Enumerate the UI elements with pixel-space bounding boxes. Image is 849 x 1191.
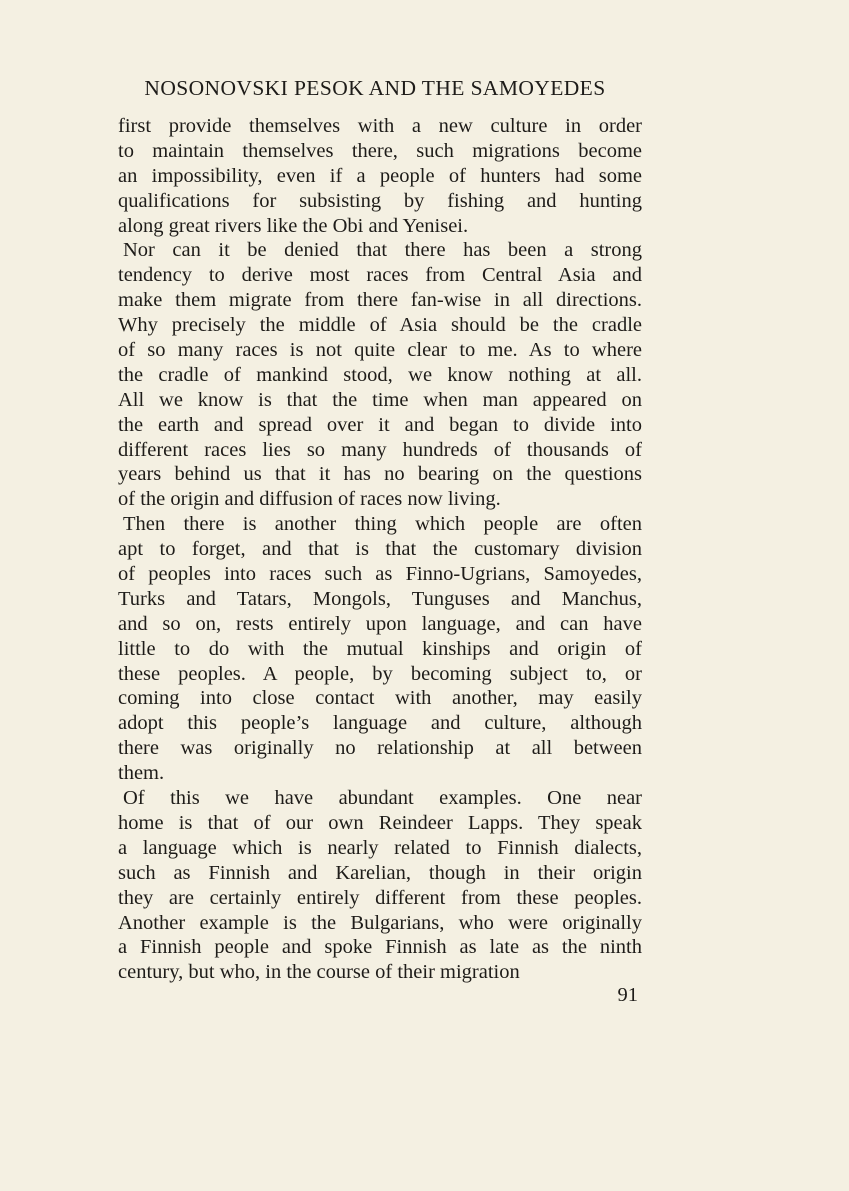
text-line: Nor can it be denied that there has been a strong [123, 239, 642, 262]
body-text [118, 114, 642, 985]
text-line: of peoples into races such as Finno-Ugrians, Samoyedes, [118, 563, 642, 586]
text-line: home is that of our own Reindeer Lapps. They speak [118, 811, 642, 834]
text-line: a language which is nearly related to Finnish dialects, [118, 836, 642, 859]
text-line: coming into close contact with another, may easily [118, 687, 642, 710]
text-line: of the origin and diffusion of races now living. [118, 488, 501, 511]
page-number: 91 [617, 984, 638, 1006]
paragraph [118, 114, 642, 238]
text-line: them. [118, 762, 165, 785]
text-line: along great rivers like the Obi and Yenisei. [118, 214, 469, 237]
text-line: a Finnish people and spoke Finnish as late as the ninth [118, 936, 642, 959]
text-line: adopt this people’s language and culture, although [118, 712, 642, 735]
text-line: Turks and Tatars, Mongols, Tunguses and Manchus, [118, 587, 642, 610]
text-line: different races lies so many hundreds of thousands of [118, 438, 642, 461]
paragraph [118, 512, 642, 786]
text-line: qualifications for subsisting by fishing and hunting [118, 189, 642, 212]
text-line: there was originally no relationship at all between [118, 737, 642, 760]
text-line: tendency to derive most races from Central Asia and [118, 264, 642, 287]
text-line: these peoples. A people, by becoming subject to, or [118, 662, 642, 685]
text-line: of so many races is not quite clear to me. As to where [118, 339, 642, 362]
text-line: Why precisely the middle of Asia should be the cradle [118, 314, 642, 337]
text-line: century, but who, in the course of their migration [118, 961, 520, 984]
text-line: Of this we have abundant examples. One near [123, 787, 642, 810]
text-line: to maintain themselves there, such migrations become [118, 139, 642, 162]
text-line: and so on, rests entirely upon language, and can have [118, 612, 642, 635]
text-line: the earth and spread over it and began to divide into [118, 413, 642, 436]
text-line: first provide themselves with a new culture in order [118, 115, 642, 137]
paragraph [118, 238, 642, 512]
text-line: years behind us that it has no bearing on the questions [118, 463, 642, 486]
text-line: Another example is the Bulgarians, who were originally [118, 911, 642, 934]
running-head: NOSONOVSKI PESOK AND THE SAMOYEDES [144, 76, 606, 100]
text-line: little to do with the mutual kinships and origin of [118, 637, 642, 660]
text-line: an impossibility, even if a people of hunters had some [118, 164, 642, 187]
text-line: they are certainly entirely different from these peoples. [118, 886, 642, 909]
text-line: make them migrate from there fan-wise in all directions. [118, 289, 642, 312]
text-line: All we know is that the time when man appeared on [118, 388, 642, 411]
text-line: apt to forget, and that is that the customary division [118, 538, 642, 561]
paragraph [118, 786, 642, 985]
text-line: such as Finnish and Karelian, though in their origin [118, 861, 642, 884]
text-line: Then there is another thing which people are often [123, 513, 642, 536]
text-line: the cradle of mankind stood, we know nothing at all. [118, 363, 642, 386]
